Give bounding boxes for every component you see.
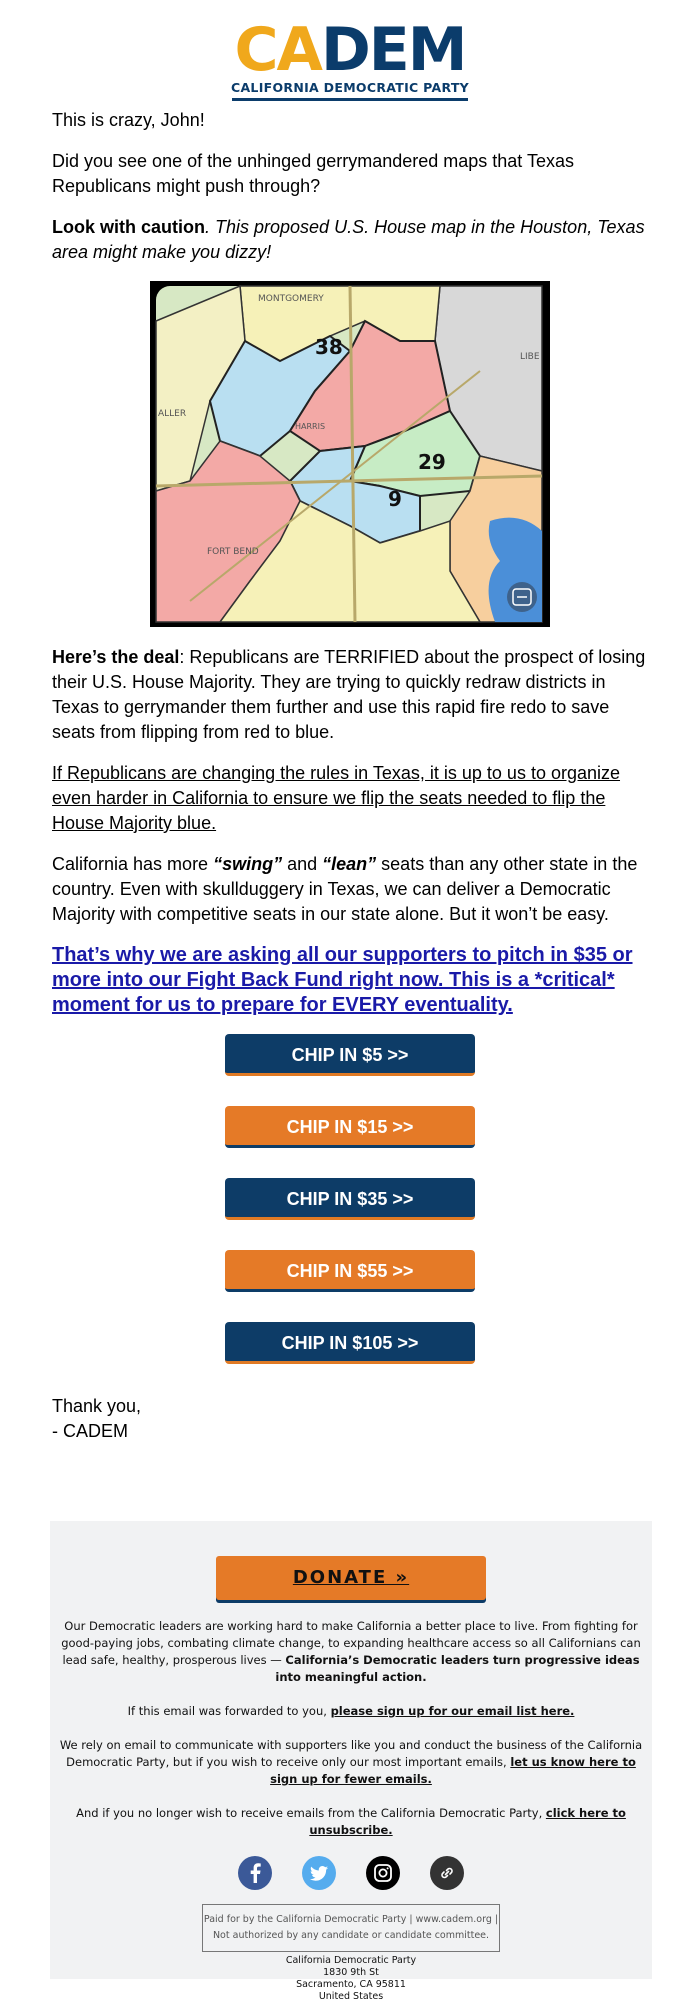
- p5-text-b: and: [282, 854, 323, 874]
- chip-in-55-button[interactable]: CHIP IN $55 >>: [225, 1250, 475, 1292]
- chip-in-105-button[interactable]: CHIP IN $105 >>: [225, 1322, 475, 1364]
- fewer-emails-link[interactable]: let us know here to sign up for fewer emails.: [270, 1755, 636, 1786]
- social-links: [50, 1856, 652, 1890]
- chip-in-5-button[interactable]: CHIP IN $5 >>: [225, 1034, 475, 1076]
- signoff: [52, 1394, 648, 1444]
- deal-text: : Republicans are TERRIFIED about the prospect of losing their U.S. House Majority. They are trying to quickly redraw districts in Texas to gerrymander them further and use this rapid fire redo to save seats from flipping from red to blue.: [52, 647, 646, 742]
- twitter-icon[interactable]: [302, 1856, 336, 1890]
- map-label-fort-bend: FORT BEND: [207, 547, 259, 557]
- paid-for-box: [202, 1904, 500, 1952]
- link-icon[interactable]: [430, 1856, 464, 1890]
- signup-link[interactable]: please sign up for our email list here.: [330, 1704, 575, 1718]
- map-svg: [150, 281, 550, 627]
- mailing-address: [50, 1955, 652, 2003]
- map-label-aller: ALLER: [158, 409, 187, 419]
- cadem-logo[interactable]: [0, 0, 700, 108]
- footer-unsub-text: And if you no longer wish to receive emails from the California Democratic Party,: [76, 1806, 546, 1820]
- logo-subtitle: CALIFORNIA DEMOCRATIC PARTY: [230, 80, 469, 95]
- district-map-image[interactable]: [150, 281, 550, 627]
- p5-text-c: seats than any other state in the country. Even with skullduggery in Texas, we can deliver a Democratic Majority with competitive seats in our state alone. But it won’t be easy.: [52, 854, 638, 924]
- address-line-4: United States: [318, 1991, 384, 2002]
- map-label-harris: HARRIS: [295, 422, 326, 431]
- paragraph-5: [52, 852, 648, 927]
- greeting: This is crazy, John!: [52, 110, 205, 130]
- footer-forwarded-text: If this email was forwarded to you,: [127, 1704, 331, 1718]
- logo-wordmark: [234, 15, 466, 85]
- thanks-text: Thank you,: [52, 1396, 142, 1416]
- unsubscribe-link[interactable]: click here to unsubscribe.: [309, 1806, 626, 1837]
- chip-in-buttons: [52, 1034, 648, 1364]
- map-label-montgomery: MONTGOMERY: [258, 294, 324, 304]
- map-label-29: 29: [418, 450, 446, 474]
- logo-dem: DEM: [320, 15, 466, 85]
- footer-rely: [50, 1737, 652, 1788]
- swing-word: “swing”: [213, 854, 283, 874]
- signature: - CADEM: [52, 1421, 128, 1441]
- paragraph-3: [52, 645, 648, 745]
- footer-unsub: [50, 1805, 652, 1839]
- caution-bold: Look with caution: [52, 217, 205, 237]
- footer-about-bold: California’s Democratic leaders turn progressive ideas into meaningful action.: [275, 1653, 640, 1684]
- map-label-38: 38: [315, 335, 343, 359]
- paragraph-4: If Republicans are changing the rules in Texas, it is up to us to organize even harder in California to ensure we flip the seats needed to flip the House Majority blue.: [52, 763, 621, 833]
- p5-text-a: California has more: [52, 854, 214, 874]
- caution-italic: . This proposed U.S. House map in the Houston, Texas area might make you dizzy!: [52, 217, 645, 262]
- lean-word: “lean”: [322, 854, 377, 874]
- footer: [50, 1521, 652, 2002]
- footer-forwarded: [50, 1703, 652, 1720]
- chip-in-35-button[interactable]: CHIP IN $35 >>: [225, 1178, 475, 1220]
- address-line-3: Sacramento, CA 95811: [296, 1979, 406, 1990]
- email-body: [0, 108, 700, 1444]
- facebook-icon[interactable]: [238, 1856, 272, 1890]
- logo-ca: CA: [234, 15, 321, 85]
- paid-line-2: Not authorized by any candidate or candidate committee.: [212, 1930, 490, 1941]
- address-line-2: 1830 9th St: [323, 1967, 379, 1978]
- logo-divider: [232, 98, 468, 101]
- paragraph-1: Did you see one of the unhinged gerrymandered maps that Texas Republicans might push through?: [52, 151, 574, 196]
- paid-line-1: Paid for by the California Democratic Party | www.cadem.org |: [203, 1914, 499, 1925]
- footer-about: [50, 1618, 652, 1686]
- footer-rely-text: We rely on email to communicate with supporters like you and conduct the business of the California Democratic Party, but if you wish to receive only our most important emails,: [59, 1738, 643, 1769]
- fight-back-fund-link[interactable]: That’s why we are asking all our supporters to pitch in $35 or more into our Fight Back Fund right now. This is a *critical* moment for us to prepare for EVERY eventuality.: [52, 944, 633, 1016]
- map-label-9: 9: [388, 487, 402, 511]
- deal-bold: Here’s the deal: [52, 647, 180, 667]
- donate-button[interactable]: DONATE »: [216, 1556, 486, 1600]
- chip-in-15-button[interactable]: CHIP IN $15 >>: [225, 1106, 475, 1148]
- address-line-1: California Democratic Party: [285, 1955, 417, 1966]
- footer-about-text: Our Democratic leaders are working hard to make California a better place to live. From fighting for good-paying jobs, combating climate change, to expanding healthcare access so all Californians can lead safe, healthy, prosperous lives —: [61, 1619, 641, 1667]
- paragraph-2: [52, 215, 648, 265]
- map-label-libe: LIBE: [520, 352, 540, 362]
- instagram-icon[interactable]: [366, 1856, 400, 1890]
